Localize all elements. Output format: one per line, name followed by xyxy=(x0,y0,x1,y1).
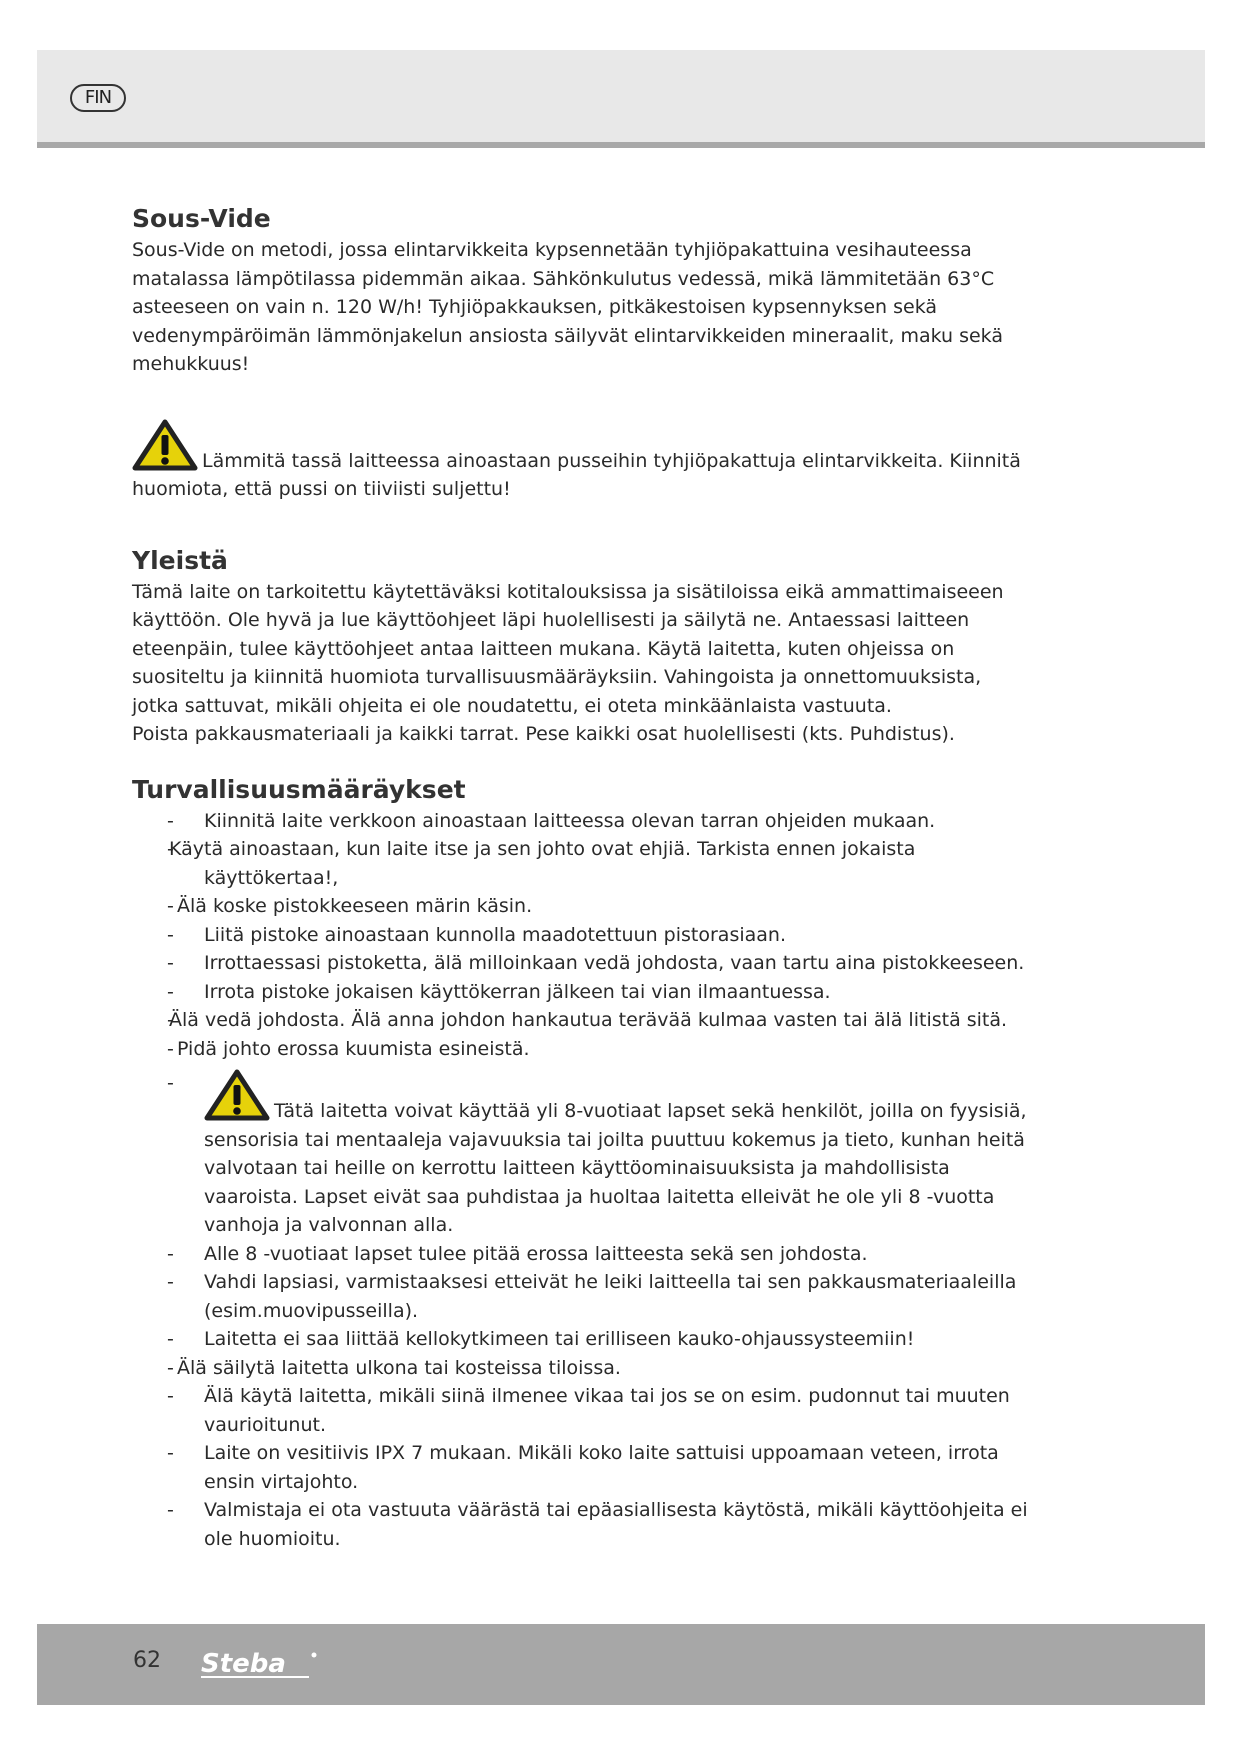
list-item-text: - Käytä ainoastaan, kun laite itse ja sen johto ovat ehjiä. Tarkista ennen jokaista käyttökertaa!, xyxy=(169,838,916,889)
section-sous-vide xyxy=(132,202,1032,504)
warning-triangle-icon xyxy=(132,419,198,471)
page-content xyxy=(132,202,1032,1553)
list-item: - Pidä johto erossa kuumista esineistä. xyxy=(132,1035,1032,1064)
page-footer xyxy=(37,1624,1205,1705)
list-item: - Irrota pistoke jokaisen käyttökerran jälkeen tai vian ilmaantuessa. xyxy=(132,978,1032,1007)
heading-turvallisuus: Turvallisuusmääräykset xyxy=(132,774,466,804)
heading-yleista: Yleistä xyxy=(132,545,228,575)
section-turvallisuus xyxy=(132,773,1032,1554)
warning-triangle-icon xyxy=(204,1069,270,1121)
list-item: - Älä koske pistokkeeseen märin käsin. xyxy=(132,892,1032,921)
list-item-warning xyxy=(132,1069,1032,1240)
list-item: - Vahdi lapsiasi, varmistaaksesi etteivät he leiki laitteella tai sen pakkausmateriaaleilla (esim.muovipusseilla). xyxy=(132,1268,1032,1325)
list-item: - Alle 8 -vuotiaat lapset tulee pitää erossa laitteesta sekä sen johdosta. xyxy=(132,1240,1032,1269)
paragraph-yleista: Tämä laite on tarkoitettu käytettäväksi kotitalouksissa ja sisätiloissa eikä ammattimaiseeen käyttöön. Ole hyvä ja lue käyttöohjeet läpi huolellisesti ja säilytä ne. Antaessasi laitteen eteenpäin, tulee käyttöohjeet antaa laitteen mukana. Käytä laitetta, kuten ohjeissa on suositeltu ja kiinnitä huomiota turvallisuusmääräyksiin. Vahingoista ja onnettomuuksista, jotka sattuvat, mikäli ohjeita ei ole noudatettu, ei oteta minkäänlaista vastuuta. xyxy=(132,580,1004,717)
safety-list xyxy=(132,807,1032,1554)
warning-note xyxy=(132,419,1032,504)
list-item-text: - Älä vedä johdosta. Älä anna johdon hankautua terävää kulmaa vasten tai älä litistä sitä. xyxy=(169,1009,1008,1031)
list-item: - Älä käytä laitetta, mikäli siinä ilmenee vikaa tai jos se on esim. pudonnut tai muuten vaurioitunut. xyxy=(132,1382,1032,1439)
list-item xyxy=(132,835,1032,892)
page-number: 62 xyxy=(133,1648,161,1673)
section-yleista xyxy=(132,544,1032,749)
page-header xyxy=(37,50,1205,148)
list-item: - Älä säilytä laitetta ulkona tai kosteissa tiloissa. xyxy=(132,1354,1032,1383)
list-item: - Liitä pistoke ainoastaan kunnolla maadotettuun pistorasiaan. xyxy=(132,921,1032,950)
list-item: - Laite on vesitiivis IPX 7 mukaan. Mikäli koko laite sattuisi uppoamaan veteen, irrota ensin virtajohto. xyxy=(132,1439,1032,1496)
list-item: - Laitetta ei saa liittää kellokytkimeen tai erilliseen kauko-ohjaussysteemiin! xyxy=(132,1325,1032,1354)
paragraph-sous-vide: Sous-Vide on metodi, jossa elintarvikkeita kypsennetään tyhjiöpakattuina vesihauteessa matalassa lämpötilassa pidemmän aikaa. Sähkönkulutus vedessä, mikä lämmitetään 63°C asteeseen on vain n. 120 W/h! Tyhjiöpakkauksen, pitkäkestoisen kypsennyksen sekä vedenympäröimän lämmönjakelun ansiosta säilyvät elintarvikkeiden mineraalit, maku sekä mehukkuus! xyxy=(132,239,1003,375)
list-item: - Kiinnitä laite verkkoon ainoastaan laitteessa olevan tarran ohjeiden mukaan. xyxy=(132,807,1032,836)
heading-sous-vide: Sous-Vide xyxy=(132,204,271,233)
list-item: - Valmistaja ei ota vastuuta väärästä tai epäasiallisesta käytöstä, mikäli käyttöohjeita ei ole huomioitu. xyxy=(132,1496,1032,1553)
paragraph-yleista-2: Poista pakkausmateriaali ja kaikki tarrat. Pese kaikki osat huolellisesti (kts. Puhdistus). xyxy=(132,723,955,745)
warning-text: Lämmitä tassä laitteessa ainoastaan pusseihin tyhjiöpakattuja elintarvikkeita. Kiinnitä huomiota, että pussi on tiiviisti suljettu! xyxy=(132,449,1021,500)
language-badge: FIN xyxy=(70,84,126,112)
list-item: - Irrottaessasi pistoketta, älä milloinkaan vedä johdosta, vaan tartu aina pistokkeeseen. xyxy=(132,949,1032,978)
list-item-text: Tätä laitetta voivat käyttää yli 8-vuotiaat lapset sekä henkilöt, joilla on fyysisiä, sensorisia tai mentaaleja vajavuuksia tai joilta puuttuu kokemus ja tieto, kunhan heitä valvotaan tai heille on kerrottu laitteen käyttöominaisuuksista ja mahdollisista vaaroista. Lapset eivät saa puhdistaa ja huoltaa laitetta elleivät he ole yli 8 -vuotta vanhoja ja valvonnan alla. xyxy=(204,1100,1027,1236)
steba-logo xyxy=(197,1646,327,1690)
list-item xyxy=(132,1006,1032,1035)
logo-text: Steba xyxy=(201,1649,286,1679)
